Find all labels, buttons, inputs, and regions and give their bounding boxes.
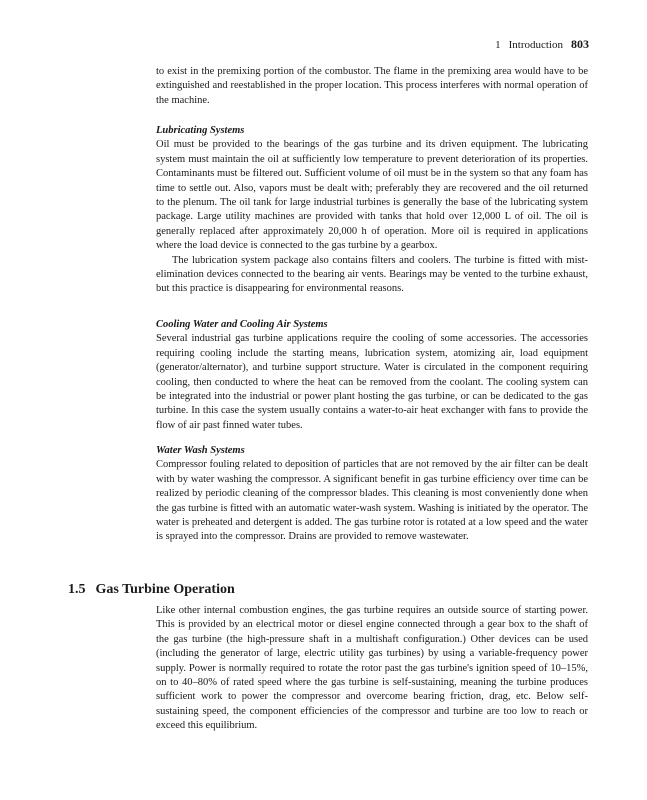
lubricating-paragraph-2: The lubrication system package also contains filters and coolers. The turbine is fitted with mist-elimination devices connected to the bearing air vents. Bearings may be vented to the turbine exhaust, but this practice is disappearing for environmental reasons.	[156, 254, 588, 295]
cooling-systems-section	[156, 318, 588, 433]
water-wash-heading: Water Wash Systems	[156, 445, 245, 456]
section-title: Gas Turbine Operation	[95, 582, 235, 597]
chapter-title: Introduction	[508, 39, 563, 51]
cooling-paragraph-1: Several industrial gas turbine applications require the cooling of some accessories. The accessories requiring cooling include the starting means, lubrication system, atomizing air, load equipment (generator/alternator), and turbine support structure. Water is circulated in the component requiring cooling, then conducted to where the heat can be removed from the coolant. The cooling system can be integrated into the industrial or power plant hosting the gas turbine, or can be dedicated to the gas turbine. In this case the system usually contains a water-to-air heat exchanger with fans to provide the flow of air past finned water tubes.	[156, 333, 588, 431]
lubricating-paragraph-1: Oil must be provided to the bearings of the gas turbine and its driven equipment. The lubricating system must maintain the oil at sufficiently low temperature to prevent deterioration of its properties. Contaminants must be filtered out. Sufficient volume of oil must be in the system so that any foam has time to settle out. Also, vapors must be dealt with; preferably they are recovered and the oil returned to the plenum. The oil tank for large industrial turbines is generally the base of the lubricating system package. Large utility machines are provided with tanks that hold over 12,000 L of oil. The oil is generally replaced after approximately 20,000 h of operation. More oil is required in applications where the load device is connected to the gas turbine by a gearbox.	[156, 139, 588, 252]
cooling-systems-heading: Cooling Water and Cooling Air Systems	[156, 319, 328, 330]
lubricating-systems-section	[156, 124, 588, 297]
chapter-number: 1	[495, 39, 501, 51]
running-head	[495, 37, 589, 52]
water-wash-section	[156, 444, 588, 545]
water-wash-paragraph-1: Compressor fouling related to deposition of particles that are not removed by the air filter can be dealt with by water washing the compressor. A significant benefit in gas turbine efficiency over time can be realized by periodic cleaning of the compressor blades. This cleaning is most conveniently done when the gas turbine is fitted with an automatic water-wash system. Washing is initiated by the operator. The water is preheated and detergent is added. The gas turbine rotor is rotated at a low speed and the water is sprayed into the compressor. Drains are provided to remove wastewater.	[156, 459, 588, 543]
continuation-section	[156, 65, 588, 108]
section-number: 1.5	[68, 582, 86, 597]
section-heading	[68, 582, 235, 598]
gas-turbine-operation-section	[156, 604, 588, 734]
lubricating-systems-heading: Lubricating Systems	[156, 125, 245, 136]
page-number: 803	[571, 37, 589, 51]
operation-paragraph-1: Like other internal combustion engines, the gas turbine requires an outside source of starting power. This is provided by an electrical motor or diesel engine connected through a gear box to the shaft of the gas turbine (the high-pressure shaft in a multishaft configuration.) Other devices can be used (including the generator of large, electric utility gas turbines) by using a variable-frequency power supply. Power is normally required to rotate the rotor past the gas turbine's ignition speed of 10–15%, on to 40–80% of rated speed where the gas turbine is self-sustaining, meaning the turbine produces sufficient work to power the compressor and overcome bearing friction, drag, etc. Below self-sustaining speed, the component efficiencies of the compressor and turbine are too low to reach or exceed this equilibrium.	[156, 605, 588, 732]
continuation-paragraph: to exist in the premixing portion of the combustor. The flame in the premixing area would have to be extinguished and reestablished in the proper location. This process interferes with normal operation of the machine.	[156, 66, 588, 106]
